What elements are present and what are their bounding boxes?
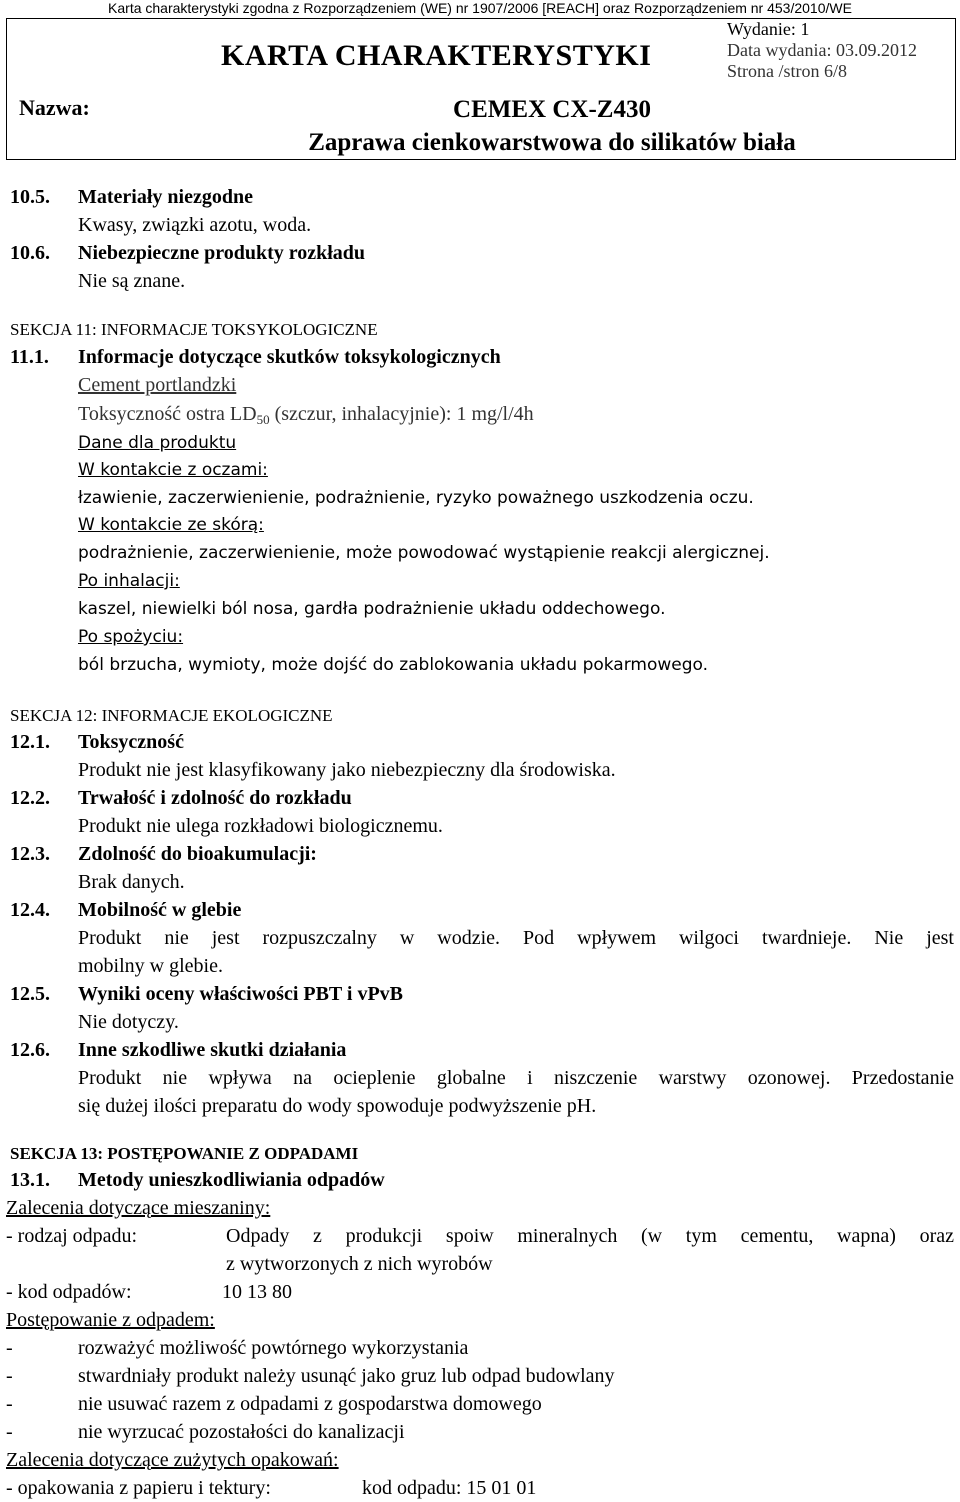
issue-date: Data wydania: 03.09.2012 <box>727 40 917 60</box>
item-text: mobilny w glebie. <box>78 955 223 977</box>
inhalation-text: kaszel, niewielki ból nosa, gardła podrażnienie układu oddechowego. <box>78 599 666 619</box>
list-dash: - <box>6 1393 13 1415</box>
item-number: 12.5. <box>10 983 50 1005</box>
item-title: Zdolność do bioakumulacji: <box>78 843 317 865</box>
item-number: 10.6. <box>10 242 50 264</box>
item-text: Nie dotyczy. <box>78 1011 179 1033</box>
item-title: Toksyczność <box>78 731 184 753</box>
skin-label: W kontakcie ze skórą: <box>78 515 264 535</box>
list-dash: - <box>6 1365 13 1387</box>
item-text: Kwasy, związki azotu, woda. <box>78 214 312 236</box>
item-number: 12.6. <box>10 1039 50 1061</box>
section-heading: SEKCJA 12: INFORMACJE EKOLOGICZNE <box>10 706 333 725</box>
waste-code-label: - kod odpadów: <box>6 1281 132 1303</box>
item-title: Wyniki oceny właściwości PBT i vPvB <box>78 983 404 1005</box>
eyes-label: W kontakcie z oczami: <box>78 460 268 480</box>
skin-text: podrażnienie, zaczerwienienie, może powodować wystąpienie reakcji alergicznej. <box>78 543 770 563</box>
item-number: 10.5. <box>10 186 50 208</box>
item-text: się dużej ilości preparatu do wody spowoduje podwyższenie pH. <box>78 1095 597 1117</box>
tox-subscript: 50 <box>256 412 270 427</box>
eyes-text: łzawienie, zaczerwienienie, podrażnienie, ryzyko poważnego uszkodzenia oczu. <box>78 488 754 508</box>
item-text: Nie są znane. <box>78 270 186 292</box>
product-name: Zaprawa cienkowarstwowa do silikatów biała <box>308 129 796 156</box>
item-title: Niebezpieczne produkty rozkładu <box>78 242 366 264</box>
page-number: Strona /stron 6/8 <box>727 61 847 81</box>
item-title: Inne szkodliwe skutki działania <box>78 1039 347 1061</box>
cement-label: Cement portlandzki <box>78 374 237 396</box>
list-dash: - <box>6 1337 13 1359</box>
section-heading: SEKCJA 13: POSTĘPOWANIE Z ODPADAMI <box>10 1144 359 1163</box>
item-title: Metody unieszkodliwiania odpadów <box>78 1169 385 1191</box>
item-title: Mobilność w glebie <box>78 899 242 921</box>
waste-type-text: z wytworzonych z nich wyrobów <box>226 1253 493 1275</box>
inhalation-label: Po inhalacji: <box>78 571 180 591</box>
list-item: stwardniały produkt należy usunąć jako gruz lub odpad budowlany <box>78 1365 615 1387</box>
mixture-label: Zalecenia dotyczące mieszaniny: <box>6 1197 271 1219</box>
regulation-line: Karta charakterystyki zgodna z Rozporządzeniem (WE) nr 1907/2006 [REACH] oraz Rozporządzeniem nr 453/2010/WE <box>108 0 852 16</box>
item-number: 11.1. <box>10 346 49 368</box>
waste-code-value: 10 13 80 <box>222 1281 292 1303</box>
tox-prefix: Toksyczność ostra LD <box>78 403 257 425</box>
item-text: Produkt nie ulega rozkładowi biologicznemu. <box>78 815 443 837</box>
item-number: 12.1. <box>10 731 50 753</box>
item-text: Produkt nie jest klasyfikowany jako niebezpieczny dla środowiska. <box>78 759 616 781</box>
list-dash: - <box>6 1421 13 1443</box>
item-title: Trwałość i zdolność do rozkładu <box>78 787 352 809</box>
product-block <box>267 93 837 159</box>
item-number: 12.4. <box>10 899 50 921</box>
list-item: nie usuwać razem z odpadami z gospodarstwa domowego <box>78 1393 542 1415</box>
packaging-label: Zalecenia dotyczące zużytych opakowań: <box>6 1449 339 1471</box>
list-item: nie wyrzucać pozostałości do kanalizacji <box>78 1421 405 1443</box>
waste-type-text: Odpady z produkcji spoiw mineralnych (w tym cementu, wapna) oraz <box>226 1225 954 1247</box>
document-title: KARTA CHARAKTERYSTYKI <box>221 39 652 72</box>
section-heading: SEKCJA 11: INFORMACJE TOKSYKOLOGICZNE <box>10 320 378 339</box>
product-data-label: Dane dla produktu <box>78 433 237 453</box>
ingestion-label: Po spożyciu: <box>78 627 184 647</box>
document-header <box>6 18 956 160</box>
tox-suffix: (szczur, inhalacyjnie): 1 mg/l/4h <box>269 403 534 425</box>
document-meta <box>727 19 917 82</box>
item-number: 13.1. <box>10 1169 50 1191</box>
product-code: CEMEX CX-Z430 <box>453 96 651 123</box>
item-text: Produkt nie jest rozpuszczalny w wodzie. Pod wpływem wilgoci twardnieje. Nie jest <box>78 927 954 949</box>
name-label: Nazwa: <box>19 95 90 120</box>
item-number: 12.3. <box>10 843 50 865</box>
ingestion-text: ból brzucha, wymioty, może dojść do zablokowania układu pokarmowego. <box>78 655 709 675</box>
packaging-code: kod odpadu: 15 01 01 <box>362 1477 537 1499</box>
packaging-item: - opakowania z papieru i tektury: <box>6 1477 271 1499</box>
item-text: Brak danych. <box>78 871 185 893</box>
item-number: 12.2. <box>10 787 50 809</box>
item-title: Materiały niezgodne <box>78 186 253 208</box>
edition: Wydanie: 1 <box>727 19 810 39</box>
waste-type-label: - rodzaj odpadu: <box>6 1225 138 1247</box>
item-text: Produkt nie wpływa na ocieplenie globalne i niszczenie warstwy ozonowej. Przedostanie <box>78 1067 954 1089</box>
item-title: Informacje dotyczące skutków toksykologicznych <box>78 346 501 368</box>
list-item: rozważyć możliwość powtórnego wykorzystania <box>78 1337 469 1359</box>
handling-label: Postępowanie z odpadem: <box>6 1309 215 1331</box>
acute-toxicity <box>78 402 534 432</box>
